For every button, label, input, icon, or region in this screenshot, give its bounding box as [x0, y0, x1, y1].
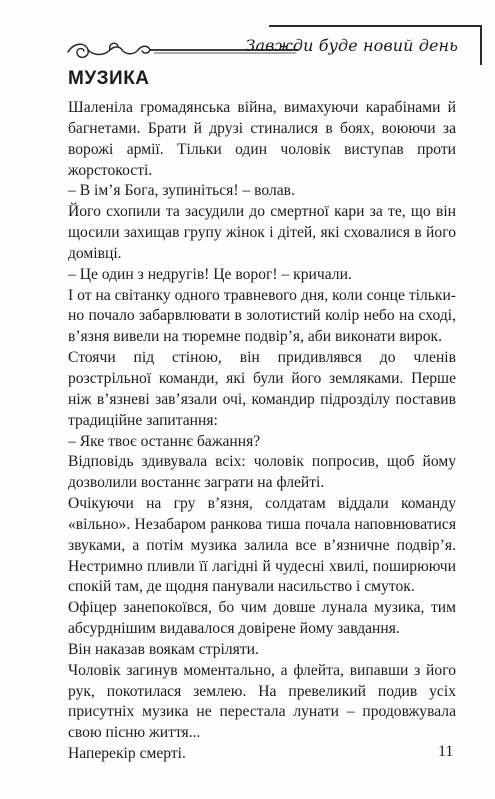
header-right-rule [480, 25, 482, 65]
paragraph: Очікуючи на гру в’язня, солдатам віддали команду «вільно». Незабаром ранкова тиша почала наповнюватися звуками, а потім музика залила все в’язничне подвір’я. Нестримно пливли її лагідні й чудесні хвилі, поширюючи спокій там, де щодня панували насильство і смуток. [68, 495, 456, 596]
header-top-rule [269, 25, 481, 27]
paragraph: – Яке твоє останнє бажання? [68, 432, 261, 450]
paragraph: І от на світанку одного травневого дня, коли сонце тільки-но почало забарвлювати в золотистий колір небо на сході, в’язня вивели на тюремне подвір’я, аби виконати вирок. [68, 286, 456, 346]
paragraph: Шаленіла громадянська війна, вимахуючи карабінами й багнетами. Брати й друзі стиналися в боях, воюючи за ворожі армії. Тільки один чоловік виступав проти жорстокості. [68, 99, 456, 179]
running-title: Завжди буде новий день [245, 36, 458, 55]
paragraph: Його схопили та засудили до смертної кари за те, що він щосили захищав групу жінок і дітей, які сховалися в його домівці. [68, 203, 456, 262]
story-title: МУЗИКА [68, 68, 150, 89]
story-body [68, 98, 456, 765]
paragraph: Відповідь здивувала всіх: чоловік попросив, щоб йому дозволили востаннє заграти на флейті. [68, 453, 456, 492]
paragraph: Він наказав воякам стріляти. [68, 640, 259, 658]
paragraph: – Це один з недругів! Це ворог! – кричали. [68, 265, 352, 283]
paragraph: Стоячи під стіною, він придивлявся до членів розстрільної команди, які були його земляками. Перше ніж в’язневі зав’язали очі, командир підрозділу поставив традиційне запитання: [68, 349, 456, 429]
paragraph: Чоловік загинув моментально, а флейта, випавши з його рук, покотилася землею. На превеликий подив усіх присутніх музика не перестала лунати – продовжувала свою пісню життя... [68, 661, 456, 742]
paragraph: Офіцер занепокоївся, бо чим довше лунала музика, тим абсурднішим видавалося довірене йому завдання. [68, 599, 456, 638]
paragraph: Наперекір смерті. [68, 745, 186, 763]
page-header [14, 10, 488, 66]
page-number: 11 [438, 743, 454, 760]
paragraph: – В ім’я Бога, зупиніться! – волав. [68, 182, 295, 200]
